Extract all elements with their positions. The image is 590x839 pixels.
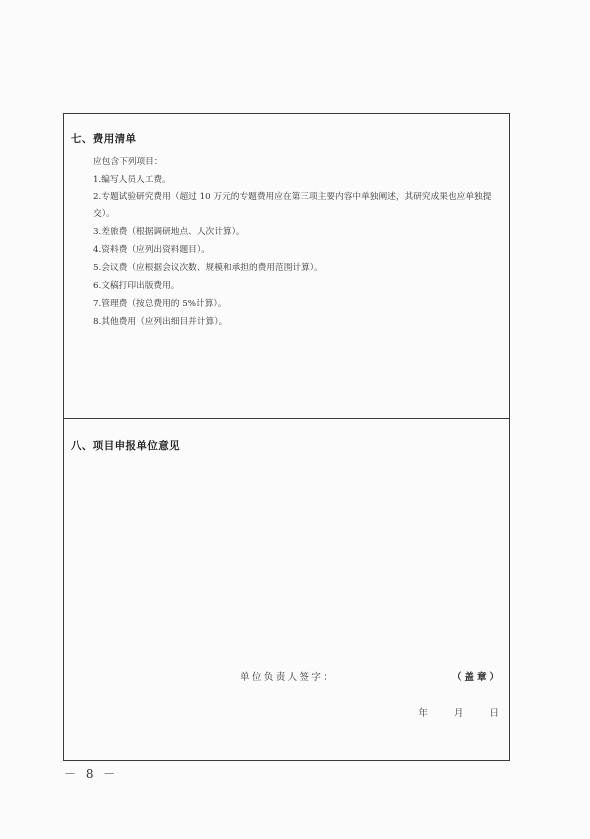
date-year-label: 年 [418, 708, 428, 719]
expense-list-section [64, 114, 509, 419]
date-month-label: 月 [453, 708, 464, 719]
section-title-expenses: 七、费用清单 [71, 133, 137, 145]
list-item: 5.会议费（应根据会议次数、规模和承担的费用范围计算）。 [93, 263, 323, 273]
list-item: 3.差旅费（根据调研地点、人次计算）。 [93, 227, 245, 237]
list-item: 8.其他费用（应列出细目并计算）。 [93, 317, 228, 327]
list-item: 6.文稿打印出版费用。 [93, 281, 180, 291]
form-table [63, 113, 510, 761]
date-row [418, 705, 499, 719]
list-item: 2.专题试验研究费用（超过 10 万元的专题费用应在第三项主要内容中单独阐述，其研究成果也应单独提交）。 [93, 192, 492, 219]
signature-label: 单位负责人签字： [240, 672, 336, 683]
section-title-opinion: 八、项目申报单位意见 [71, 440, 180, 452]
applicant-opinion-section [64, 419, 509, 760]
list-item: 7.管理费（按总费用的 5%计算）。 [93, 299, 227, 309]
stamp-label: （盖章） [451, 672, 502, 683]
date-day-label: 日 [489, 708, 499, 719]
expense-items-list [93, 153, 505, 331]
page-number: － 8 － [64, 767, 119, 781]
list-item: 1.编写人员人工费。 [93, 175, 171, 185]
list-item: 4.资料费（应列出资料题目）。 [93, 245, 210, 255]
expense-intro: 应包含下列项目： [93, 157, 163, 167]
